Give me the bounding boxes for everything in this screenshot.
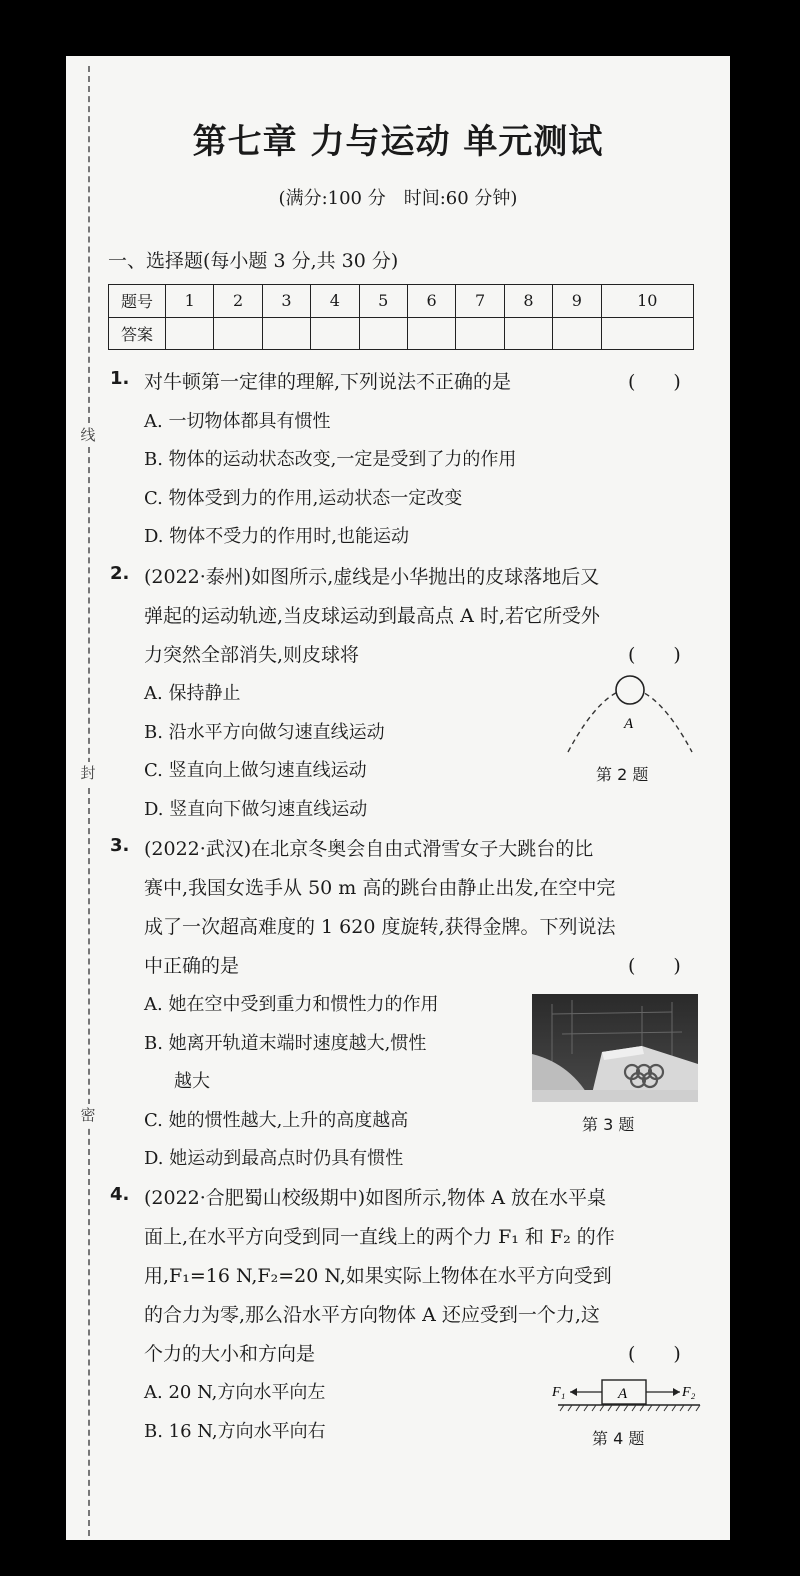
question-3-option-b: B. 她离开轨道末端时速度越大,惯性 bbox=[144, 1033, 427, 1054]
question-3-number: 3. bbox=[110, 835, 130, 856]
table-hatching bbox=[560, 1405, 700, 1411]
answer-cell[interactable] bbox=[166, 317, 214, 350]
question-4-option-a: A. 20 N,方向水平向左 bbox=[144, 1382, 326, 1403]
answer-grid bbox=[108, 284, 694, 350]
worksheet-page bbox=[66, 56, 730, 1540]
question-3-figure-caption: 第 3 题 bbox=[582, 1115, 635, 1134]
answer-grid-number-row bbox=[109, 285, 694, 318]
answer-bracket: ( ) bbox=[628, 955, 681, 977]
question-3-stem-line: 赛中,我国女选手从 50 m 高的跳台由静止出发,在空中完 bbox=[144, 877, 616, 899]
grid-row-label: 题号 bbox=[109, 285, 166, 318]
grid-number: 1 bbox=[166, 285, 214, 318]
question-4-figure-caption: 第 4 题 bbox=[592, 1429, 645, 1448]
force-f1-label: F₁ bbox=[552, 1385, 566, 1400]
answer-cell[interactable] bbox=[456, 317, 504, 350]
question-2-figure-caption: 第 2 题 bbox=[596, 765, 649, 784]
question-2-stem-line: 力突然全部消失,则皮球将 bbox=[144, 644, 360, 666]
answer-cell[interactable] bbox=[407, 317, 455, 350]
answer-cell[interactable] bbox=[311, 317, 359, 350]
grid-row-label: 答案 bbox=[109, 317, 166, 350]
question-1-option-d: D. 物体不受力的作用时,也能运动 bbox=[144, 526, 409, 547]
binding-mark-feng: 封 bbox=[78, 762, 98, 784]
binding-mark-mi: 密 bbox=[78, 1104, 98, 1126]
question-1-number: 1. bbox=[110, 368, 130, 389]
grid-number: 8 bbox=[504, 285, 552, 318]
answer-cell[interactable] bbox=[262, 317, 310, 350]
question-2-option-b: B. 沿水平方向做匀速直线运动 bbox=[144, 722, 385, 743]
question-4-stem-line: 个力的大小和方向是 bbox=[144, 1343, 316, 1365]
force-f2-label: F₂ bbox=[682, 1385, 696, 1400]
question-3-stem-line: 成了一次超高难度的 1 620 度旋转,获得金牌。下列说法 bbox=[144, 916, 616, 938]
question-3-option-b-continued: 越大 bbox=[174, 1071, 210, 1092]
answer-bracket: ( ) bbox=[628, 644, 681, 666]
question-3-option-c: C. 她的惯性越大,上升的高度越高 bbox=[144, 1110, 409, 1131]
question-2-number: 2. bbox=[110, 563, 130, 584]
section-heading: 一、选择题(每小题 3 分,共 30 分) bbox=[108, 250, 399, 272]
question-3-photo bbox=[532, 994, 698, 1102]
binding-dashed-line bbox=[88, 66, 90, 1536]
answer-bracket: ( ) bbox=[628, 371, 681, 393]
grid-number: 5 bbox=[359, 285, 407, 318]
page-subtitle: (满分:100 分 时间:60 分钟) bbox=[278, 188, 518, 209]
answer-cell[interactable] bbox=[359, 317, 407, 350]
question-4-figure bbox=[550, 1374, 706, 1422]
question-2-figure bbox=[560, 670, 700, 760]
question-3-stem-line: (2022·武汉)在北京冬奥会自由式滑雪女子大跳台的比 bbox=[144, 838, 594, 860]
question-2-stem-line: (2022·泰州)如图所示,虚线是小华抛出的皮球落地后又 bbox=[144, 566, 600, 588]
question-4-stem-line: (2022·合肥蜀山校级期中)如图所示,物体 A 放在水平桌 bbox=[144, 1187, 607, 1209]
question-1-option-c: C. 物体受到力的作用,运动状态一定改变 bbox=[144, 488, 463, 509]
question-4-option-b: B. 16 N,方向水平向右 bbox=[144, 1421, 326, 1442]
point-a-label: A bbox=[624, 716, 634, 732]
force-f2-arrowhead bbox=[673, 1388, 680, 1396]
question-3-option-d: D. 她运动到最高点时仍具有惯性 bbox=[144, 1148, 404, 1169]
question-4-number: 4. bbox=[110, 1184, 130, 1205]
grid-number: 2 bbox=[214, 285, 262, 318]
grid-number: 3 bbox=[262, 285, 310, 318]
question-4-stem-line: 面上,在水平方向受到同一直线上的两个力 F₁ 和 F₂ 的作 bbox=[144, 1226, 615, 1248]
answer-cell[interactable] bbox=[553, 317, 601, 350]
question-4-stem-line: 用,F₁=16 N,F₂=20 N,如果实际上物体在水平方向受到 bbox=[144, 1265, 612, 1287]
grid-number: 6 bbox=[407, 285, 455, 318]
question-1-option-a: A. 一切物体都具有惯性 bbox=[144, 411, 331, 432]
answer-cell[interactable] bbox=[214, 317, 262, 350]
question-2-option-c: C. 竖直向上做匀速直线运动 bbox=[144, 760, 367, 781]
question-4-stem-line: 的合力为零,那么沿水平方向物体 A 还应受到一个力,这 bbox=[144, 1304, 600, 1326]
question-2-stem-line: 弹起的运动轨迹,当皮球运动到最高点 A 时,若它所受外 bbox=[144, 605, 600, 627]
question-3-stem-line: 中正确的是 bbox=[144, 955, 240, 977]
question-3-option-a: A. 她在空中受到重力和惯性力的作用 bbox=[144, 994, 439, 1015]
grid-number: 7 bbox=[456, 285, 504, 318]
ball-icon bbox=[616, 676, 644, 704]
grid-number: 9 bbox=[553, 285, 601, 318]
question-2-option-d: D. 竖直向下做匀速直线运动 bbox=[144, 799, 368, 820]
answer-grid-answer-row bbox=[109, 317, 694, 350]
force-f1-arrowhead bbox=[570, 1388, 577, 1396]
answer-cell[interactable] bbox=[601, 317, 693, 350]
page-title: 第七章 力与运动 单元测试 bbox=[192, 122, 604, 162]
answer-cell[interactable] bbox=[504, 317, 552, 350]
question-1-stem: 对牛顿第一定律的理解,下列说法不正确的是 bbox=[144, 371, 512, 393]
binding-mark-xian: 线 bbox=[78, 424, 98, 446]
grid-number: 10 bbox=[601, 285, 693, 318]
block-a-label: A bbox=[618, 1386, 628, 1402]
question-2-option-a: A. 保持静止 bbox=[144, 683, 241, 704]
question-1-option-b: B. 物体的运动状态改变,一定是受到了力的作用 bbox=[144, 449, 517, 470]
grid-number: 4 bbox=[311, 285, 359, 318]
answer-bracket: ( ) bbox=[628, 1343, 681, 1365]
